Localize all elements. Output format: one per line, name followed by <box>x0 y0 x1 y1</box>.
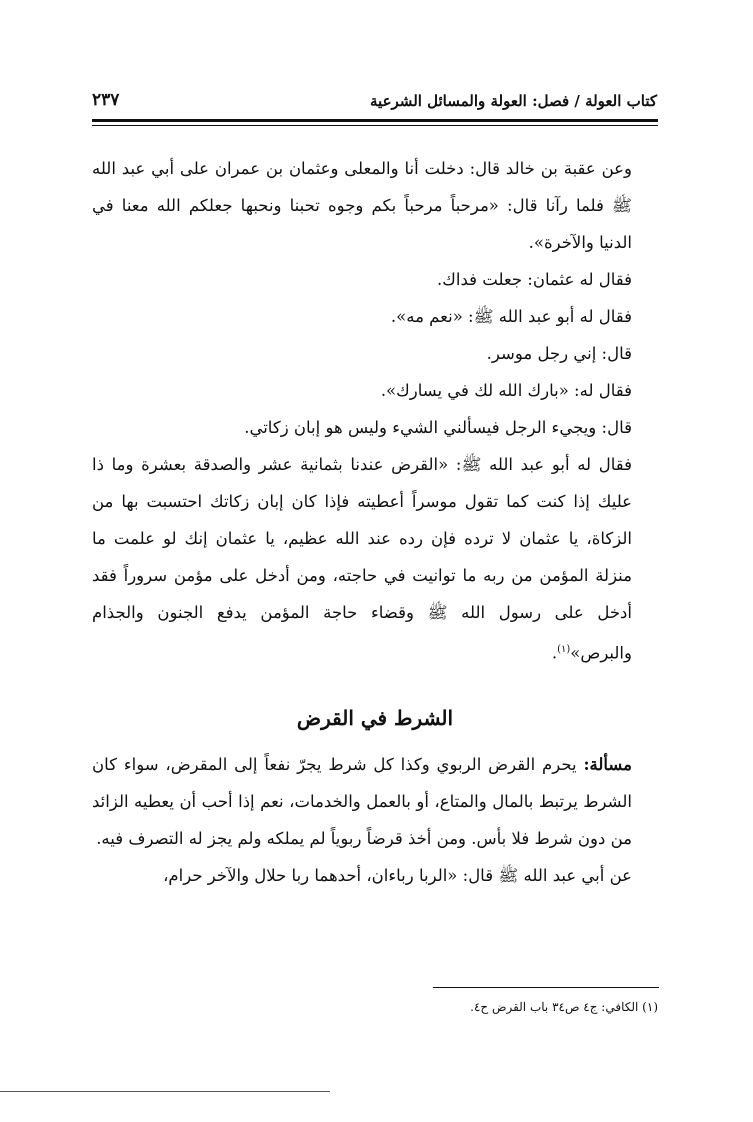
paragraph: عن أبي عبد الله ﷺ قال: «الربا رباءان، أحدهما ربا حلال والآخر حرام، <box>163 866 632 885</box>
main-text <box>92 150 658 672</box>
paragraph: فقال له أبو عبد الله ﷺ: «نعم مه». <box>390 307 632 326</box>
page-number: ٢٣٧ <box>92 90 120 110</box>
footnote: (١) الكافي: ج٤ ص٣٤ باب القرض ح٤. <box>470 1000 658 1014</box>
paragraph: فقال له: «بارك الله لك في يسارك». <box>380 381 632 400</box>
paragraph-with-footnote <box>92 446 658 672</box>
paragraph: قال: إني رجل موسر. <box>486 344 632 363</box>
paragraph-end: . <box>551 643 558 663</box>
section-heading: الشرط في القرض <box>296 706 454 730</box>
paragraph: وعن عقبة بن خالد قال: دخلت أنا والمعلى وعثمان بن عمران على أبي عبد الله ﷺ فلما رآنا قال: «مرحباً مرحباً بكم وجوه تحبنا ونحبها جعلكم الله معنا في الدنيا والآخرة». <box>92 159 632 252</box>
paragraph: قال: ويجيء الرجل فيسألني الشيء وليس هو إبان زكاتي. <box>244 418 632 437</box>
issue-paragraph <box>92 746 658 857</box>
section-text <box>92 746 658 894</box>
header-rule-thin <box>92 125 658 126</box>
footnote-marker: (١) <box>557 644 571 655</box>
footnote-separator <box>433 987 659 988</box>
issue-text: يحرم القرض الربوي وكذا كل شرط يجرّ نفعاً إلى المقرض، سواء كان الشرط يرتبط بالمال والمتاع، أو بالعمل والخدمات، نعم إذا أحب أن يعطيه الزائد من دون شرط فلا بأس. ومن أخذ قرضاً ربوياً لم يملكه ولم يجز له التصرف فيه. <box>92 755 632 848</box>
header-rule-thick <box>92 119 658 122</box>
issue-term: مسألة: <box>583 755 632 774</box>
paragraph: فقال له عثمان: جعلت فداك. <box>437 270 632 289</box>
paragraph-text: فقال له أبو عبد الله ﷺ: «القرض عندنا بثمانية عشر والصدقة بعشرة وما ذا عليك إذا كنت كما تقول موسراً أعطيته فإذا كان إبان زكاتك احتسبت بها من الزكاة، يا عثمان لا ترده فإن رده عند الله عظيم، يا عثمان إنك لو علمت ما منزلة المؤمن من ربه ما توانيت في حاجته، ومن أدخل على مؤمن سروراً فقد أدخل على رسول الله ﷺ وقضاء حاجة المؤمن يدفع الجنون والجذام والبرص» <box>92 455 633 663</box>
running-header <box>92 88 657 118</box>
scan-edge-line <box>0 1091 330 1092</box>
header-title: كتاب العولة / فصل: العولة والمسائل الشرعية <box>370 92 657 110</box>
